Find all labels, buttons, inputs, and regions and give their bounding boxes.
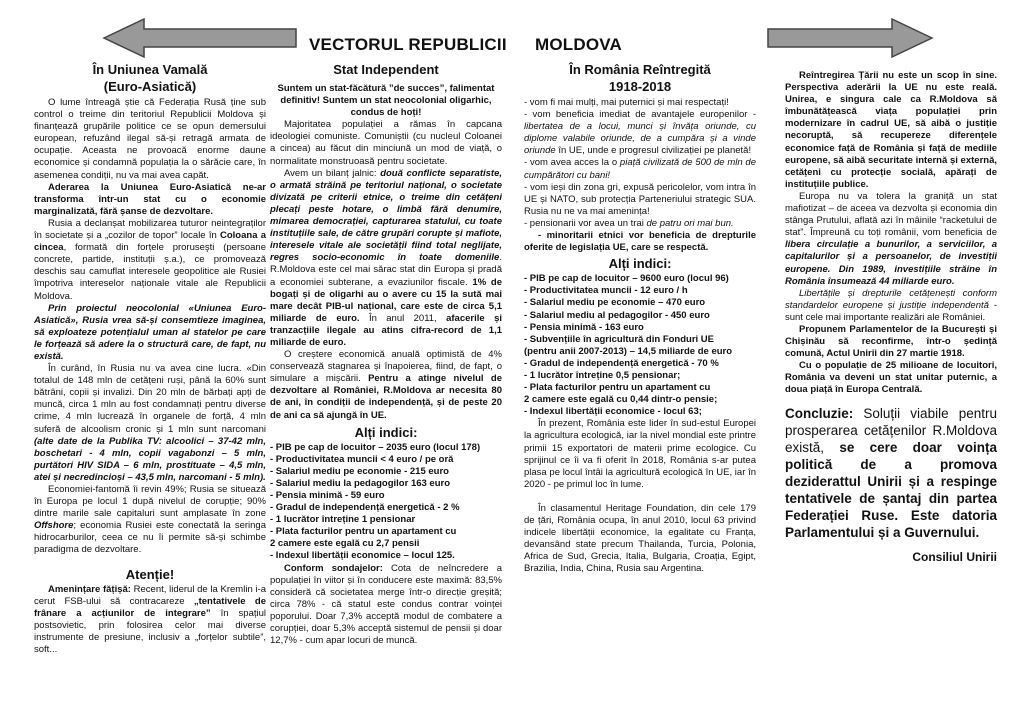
paragraph: Europa nu va tolera la graniță un stat mafiotizat – de aceea va dezvolta și economia din stânga Prutului, aflată azi în mâinile “racketului de stat”. Împreună cu toți românii, vom beneficia de libera circulație a bunurilor, a serviciilor, a capitalurilor și a persoanelor, de investiții europene. Din 1989, investițiile străine în România însumează 44 miliarde euro. [785, 190, 997, 287]
paragraph: - minoritarii etnici vor beneficia de drepturile oferite de legislația UE, care se respectă. [524, 230, 756, 254]
list-item: - Productivitatea muncii - 12 euro / h [524, 285, 688, 297]
list-item: - Salariul mediu pe economie - 215 euro [270, 465, 449, 477]
right-arrow-icon [766, 17, 934, 59]
list-item: - Pensia minimă - 59 euro [270, 490, 385, 501]
list-item: - PIB pe cap de locuitor – 9600 euro (locul 96) [524, 273, 729, 285]
paragraph: Aderarea la Uniunea Euro-Asiatică ne-ar transforma într-un stat cu o economie marginalizată, fără șanse de dezvoltare. [34, 181, 266, 217]
paragraph: - vom avea acces la o piață civilizată de 500 de mln de cumpărători cu bani! [524, 157, 756, 181]
paragraph: Rusia a declanșat mobilizarea tuturor neintegraților în societate și a „cozilor de topor” locale în Coloana a cincea, formată din forțele proruseşti (persoane concrete, partide, instituții ș.a.), ce promovează deschis sau camuflat interesele geopolitice ale Rusiei împotriva intereselor naționale vitale ale Republicii Moldova. [34, 217, 266, 302]
paragraph: - vom fi mai mulți, mai puternici și mai respectați! [524, 97, 729, 108]
paragraph: - pensionarii vor avea un trai de patru ori mai bun. [524, 217, 734, 229]
indicators-heading: Alți indici: [608, 256, 672, 272]
paragraph: Amenințare fățișă: Recent, liderul de la Kremlin i-a cerut FSB-ului să contracareze „tentativele de frânare a acțiunilor de integrare” în spațiul postsovietic, prin folosirea celor mai diverse instrumente de presiune, inclusiv a „forțelor subtile”, soft... [34, 583, 267, 656]
paragraph: O creștere economică anuală optimistă de 4% conservează stagnarea și înapoierea, fiind, de fapt, o simulare a mișcării. Pentru a atinge nivelul de dezvoltare al României, R.Moldova ar necesita 80 de ani, în condiții de independență, și de peste 20 de ani ca să ajungă în UE. [270, 349, 502, 421]
column-independent-state [270, 62, 502, 647]
list-item: - Subvențiile în agricultură din Fonduri UE [524, 333, 715, 345]
list-item: - 1 lucrător întreține 1 pensionar [270, 514, 416, 526]
column-heading: Stat Independent [333, 62, 439, 77]
list-item: - Productivitatea muncii < 4 euro / pe oră [270, 453, 454, 465]
indicators-heading: Alți indici: [354, 424, 418, 440]
paragraph: O lume întreagă știe că Federația Rusă ține sub control o treime din teritoriul Republicii Moldova și finanțează grupările politice ce se opun demersului european, refuzând ilegal să-și retragă armata de ocupație. Aceasta ne provoacă enorme daune economice și condamnă populația la o sărăcie care, în asemenea condiții, nu va mai avea capăt. [34, 97, 266, 181]
indicators-list [524, 273, 756, 418]
column-customs-union [34, 62, 266, 656]
paragraph: Libertățile și drepturile cetățenești conform standardelor europene și justiție independentă - sunt cele mai importante realizări ale României. [785, 287, 997, 323]
list-item: - Plata facturilor pentru un apartament cu [270, 526, 457, 538]
page-title-left: VECTORUL REPUBLICII [309, 35, 507, 54]
list-item: (pentru anii 2007-2013) – 14,5 miliarde de euro [524, 345, 733, 357]
column-heading: În România Reîntregită [569, 62, 711, 77]
list-item: - Salariul mediu al pedagogilor - 450 euro [524, 309, 710, 321]
attention-heading: Atenție! [125, 566, 175, 582]
list-item: - Gradul de independență energetică - 70 % [524, 357, 719, 369]
list-item: - Indexul libertății economice – locul 125. [270, 550, 455, 562]
column-romania-reunited [524, 62, 756, 575]
list-item: - Plata facturilor pentru un apartament cu [524, 382, 711, 394]
paragraph: Economiei-fantomă îi revin 49%; Rusia se situează în Europa pe locul 1 după nivelul de corupție; 90% dintre marile sale capitaluri sunt amplasate în zone Offshore; economia Rusiei este conectată la seringa hidrocarburilor, ceea ce nu îi permite să-și schimbe paradigma de dezvoltare. [34, 484, 266, 556]
list-item: 2 camere este egală cu 2,7 pensii [270, 538, 420, 550]
column-subheading: (Euro-Asiatică) [103, 79, 197, 94]
indicators-list [270, 442, 502, 563]
left-arrow-icon [102, 17, 298, 59]
list-item: - Indexul libertății economice - locul 63; [524, 406, 702, 418]
paragraph: Majoritatea populației a rămas în capcana ideologiei comuniste. Comuniștii (cu nucleul Coloanei a cincea) au făcut din minciună un mod de viață, o normalitate monstruoasă pentru societate. [270, 119, 502, 167]
paragraph: Reîntregirea Țării nu este un scop în sine. Perspectiva aderării la UE nu este reală. Unirea, e singura cale ca R.Moldova să îmbunătățească viața populației prin modernizare în cadrul UE, să aibă o justiție necoruptă, să recupereze diferențele economice față de România și față de mediile europene, să aibă securitate internă și externă, cetățeni cu protecție socială, apărați de instituțiile publice. [785, 70, 997, 190]
intro-text: Suntem un stat-făcătură ”de succes”, falimentat definitiv! Suntem un stat neocolonial oligarhic, condus de hoți! [277, 83, 495, 119]
paragraph: Avem un bilanț jalnic: două conflicte separatiste, o armată străină pe teritoriul național, o societate divizată pe criterii etnice, o treime din cetățeni plecați peste hotare, o limbă fără denumire, mimarea democrației, capturarea statului, cu toate instituțiile sale, de către grupări corupte și mafiote, interesele vitale ale societății fiind total neglijate, regres socio-economic în toate domeniile. R.Moldova este cel mai sărac stat din Europa și pradă a economiei subterane, a evaziunilor fiscale. 1% de bogați și de oligarhi au o avere cu 15 la sută mai mare decât PIB-ul național, care este de circa 5,1 miliarde de euro. În anul 2011, afacerile și tranzacțiile ilegale au atins cifra-record de 1,1 miliarde de euro. [270, 167, 502, 348]
paragraph: Conform sondajelor: Cota de neîncredere a populației în viitor și în conducere este maximă: 83,5% consideră că societatea merge într-o direcție greșită; circa 78% - că statul este condus contrar voinței poporului. Doar 7,3% acceptă modul de combatere a corupției, doar 5,3% acceptă sistemul de pensii și doar 12,7% - cum apar locuri de muncă. [270, 562, 502, 647]
list-item: - Salariul mediu pe economie – 470 euro [524, 297, 706, 309]
signature: Consiliul Unirii [912, 549, 997, 564]
years-heading: 1918-2018 [608, 79, 672, 94]
paragraph: - vom ieși din zona gri, expusă pericolelor, vom intra în UE și NATO, sub protecția Parteneriului strategic SUA. Rusia nu ne va mai amenința! [524, 181, 756, 217]
list-item: 2 camere este egală cu 0,44 dintr-o pensie; [524, 394, 718, 406]
paragraph: În clasamentul Heritage Foundation, din cele 179 de țări, România ocupa, în anul 2010, locul 63 privind indicele libertății economice, la egalitate cu Franța, devansând state precum Thailanda, Turcia, Polonia, Africa de Sud, Grecia, Italia, Bulgaria, Croația, Egipt, Brazilia, India, China, Rusia sau Argentina. [524, 502, 756, 575]
paragraph: Cu o populație de 25 milioane de locuitori, România va deveni un stat unitar puternic, a doua piață în Europa Centrală. [785, 360, 997, 396]
paragraph: În prezent, România este lider în sud-estul Europei la agricultura ecologică, iar la nivel mondial este printre primii 15 exportatori de materii prime ecologice. Cu sprijinul ce îi va fi oferit în 2018, România s-ar putea plasa pe locul întâi la agricultură ecologică în UE, iar în 2020 - pe primul loc în lume. [524, 418, 756, 490]
column-conclusion [785, 70, 997, 563]
conclusion-text: Concluzie: Soluții viabile pentru prosperarea cetățenilor R.Moldova există, se cere doar voința politică de a promova deziderattul Unirii și a respinge tentativele de șantaj din partea Federației Ruse. Este datoria Parlamentului și a Guvernului. [785, 405, 997, 540]
column-heading: În Uniunea Vamală [92, 62, 208, 77]
list-item: - PIB pe cap de locuitor – 2035 euro (locul 178) [270, 441, 481, 453]
paragraph: Prin proiectul neocolonial «Uniunea Euro-Asiatică», Rusia vrea să-și consemtieze imaginea, să exploateze potențialul uman al statelor pe care le forțează să adere la o structură care, de fapt, nu există. [34, 302, 266, 362]
paragraph: În curând, în Rusia nu va avea cine lucra. «Din totalul de 148 mln de cetățeni ruși, până la 60% sunt bătrâni, copii și invalizi. Din 20 mln de bărbați apți de muncă, circa 1 mln au fost condamnați pentru diverse crime, 4 mln lucrează în organele de forță, 4 mln suferă de alcoolism cronic și 1 mln sunt narcomani (alte date de la Publika TV: alcoolici – 37-42 mln, boschetari - 4 mln, copii vagabonzi – 5 mln, purtători HIV SIDA – 6 mln, prostituate – 4,5 mln, atei și necredincioși – 43,5 mln, narcomani - 5 mln). [34, 363, 266, 483]
paragraph: Propunem Parlamentelor de la București și Chișinău să reconfirme, într-o ședință comună, Actul Unirii din 27 martie 1918. [785, 323, 997, 360]
page-title-right: MOLDOVA [535, 35, 623, 54]
list-item: - Pensia minimă - 163 euro [524, 321, 644, 333]
list-item: - Gradul de independență energetică - 2 % [270, 502, 460, 514]
list-item: - 1 lucrător întreține 0,5 pensionar; [524, 369, 681, 381]
list-item: - Salariul mediu la pedagogilor 163 euro [270, 477, 451, 489]
paragraph: - vom beneficia imediat de avantajele europenilor - libertatea de a locui, munci și învăța oriunde, cu diplome valabile oriunde, de a cumpăra și a vinde oriunde în UE, unde e progresul civilizației pe planetă! [524, 109, 756, 157]
